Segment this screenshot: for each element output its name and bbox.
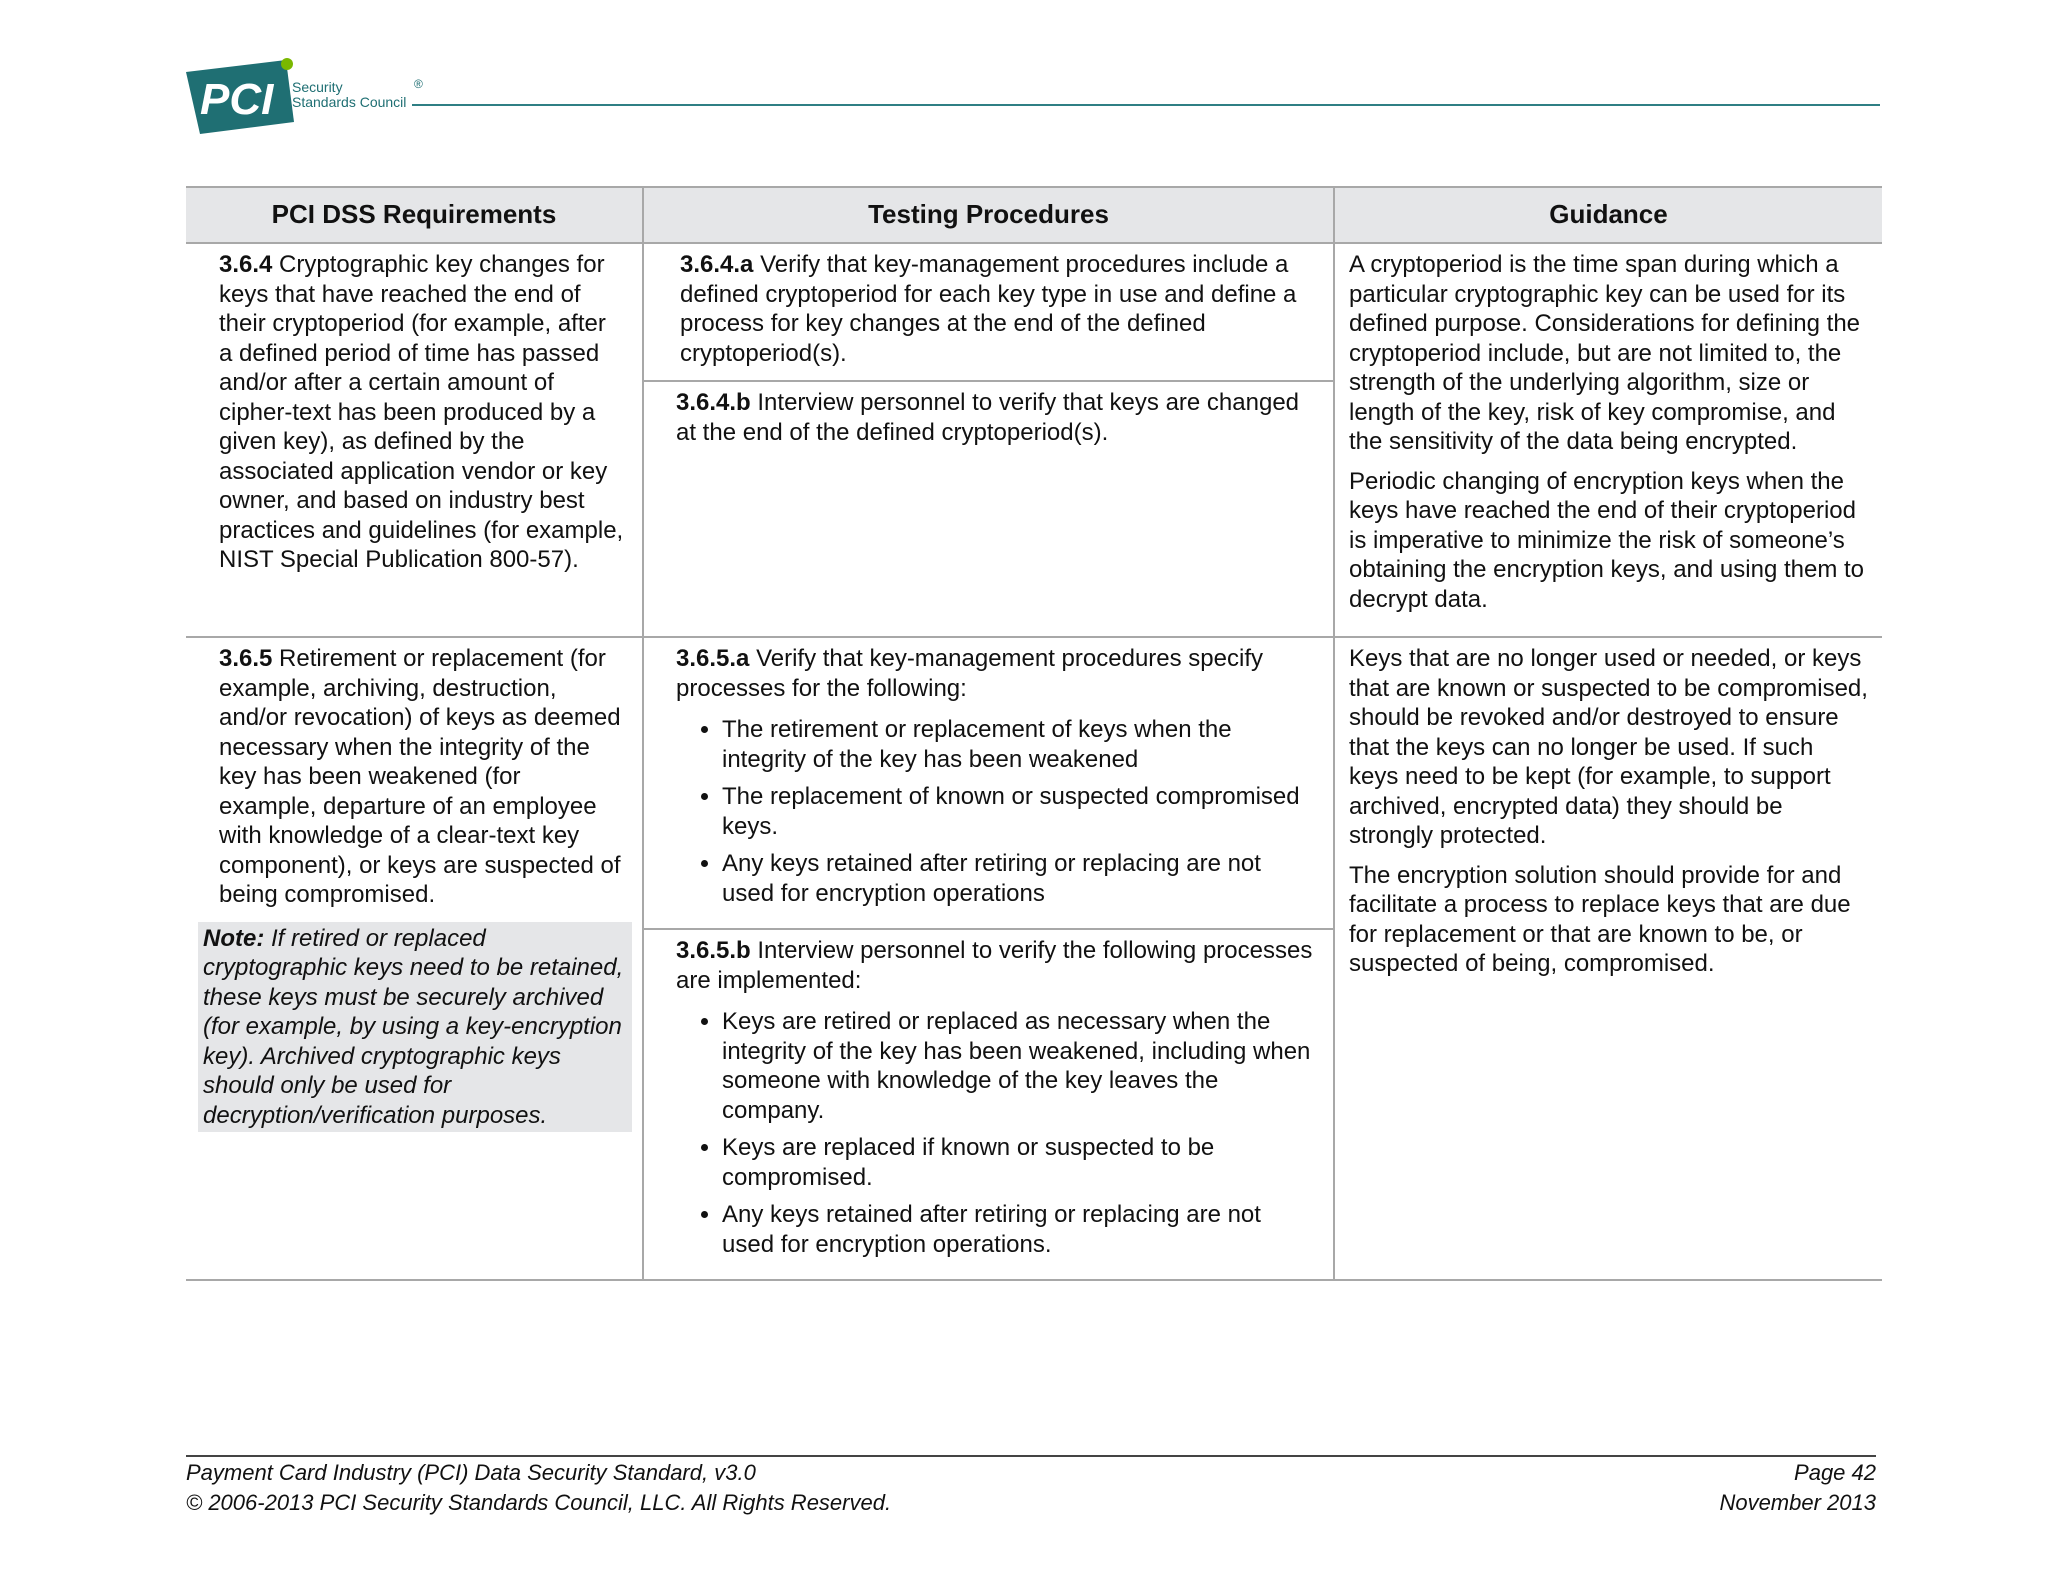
list-item: • The replacement of known or suspected compromised keys. (722, 782, 1315, 841)
header-rule (412, 104, 1880, 106)
testing-procedure (644, 928, 1333, 1279)
requirement-cell (186, 637, 643, 1280)
footer-line-1 (186, 1460, 1876, 1486)
testing-procedure (644, 638, 1333, 928)
procedure-body: Interview personnel to verify the following processes are implemented: (676, 937, 1313, 994)
guidance-paragraph: The encryption solution should provide for and facilitate a process to replace keys that are due for replacement or that are known to be, or suspected of being, compromised. (1349, 861, 1851, 977)
header-testing-procedures: Testing Procedures (643, 187, 1334, 243)
testing-procedure (644, 244, 1333, 380)
list-item: • Any keys retained after retiring or replacing are not used for encryption operations. (722, 1200, 1315, 1259)
procedure-bullet-list (676, 715, 1315, 908)
procedure-number: 3.6.5.a (676, 645, 750, 672)
logo-name-line2: Standards Council (292, 94, 407, 110)
guidance-text (1335, 244, 1882, 636)
footer-page-number: Page 42 (1794, 1460, 1876, 1485)
guidance-cell (1334, 243, 1882, 637)
list-item: • Any keys retained after retiring or replacing are not used for encryption operations (722, 849, 1315, 908)
requirement-text (186, 638, 642, 922)
list-item: • The retirement or replacement of keys when the integrity of the key has been weakened (722, 715, 1315, 774)
header-guidance: Guidance (1334, 187, 1882, 243)
note-body: If retired or replaced cryptographic keys need to be retained, these keys must be securely archived (for example, by using a key-encryption key). Archived cryptographic keys should only be used for decryption/verification purposes. (203, 924, 624, 1129)
footer-date: November 2013 (1719, 1490, 1876, 1515)
logo-registered: ® (414, 77, 423, 91)
logo-wordmark (292, 80, 406, 110)
logo-name-line1: Security (292, 79, 343, 95)
testing-procedure (644, 380, 1333, 459)
note-label: Note: (203, 924, 265, 952)
guidance-text (1335, 638, 1882, 1001)
requirement-body: Retirement or replacement (for example, archiving, destruction, and/or revocation) of keys as deemed necessary when the integrity of the key has been weakened (for example, departure of an employee with knowledge of a clear-text key component), or keys are suspected of being compromised. (219, 645, 621, 908)
procedure-number: 3.6.4.b (676, 389, 751, 416)
footer-document-title: Payment Card Industry (PCI) Data Security Standard, v3.0 (186, 1460, 756, 1485)
list-item: • Keys are replaced if known or suspected to be compromised. (722, 1133, 1315, 1192)
procedure-number: 3.6.5.b (676, 937, 751, 964)
procedure-bullet-list (676, 1007, 1315, 1259)
table-row (186, 637, 1882, 1280)
guidance-paragraph: Keys that are no longer used or needed, or keys that are known or suspected to be compromised, should be revoked and/or destroyed to ensure that the keys can no longer be used. If such keys need to be kept (for example, to support archived, encrypted data) they should be strongly protected. (1349, 645, 1868, 849)
procedure-body: Interview personnel to verify that keys are changed at the end of the defined cryptoperiod(s). (676, 389, 1300, 446)
footer-copyright: © 2006-2013 PCI Security Standards Council, LLC. All Rights Reserved. (186, 1490, 892, 1515)
guidance-paragraph: Periodic changing of encryption keys when the keys have reached the end of their cryptoperiod is imperative to minimize the risk of someone’s obtaining the encryption keys, and using them to decrypt data. (1349, 467, 1864, 613)
requirement-number: 3.6.4 (219, 251, 273, 278)
testing-procedures-cell (643, 243, 1334, 637)
table-header-row (186, 187, 1882, 243)
footer-rule (186, 1455, 1876, 1457)
requirement-note (198, 922, 632, 1133)
header-requirements: PCI DSS Requirements (186, 187, 643, 243)
requirements-table (186, 186, 1882, 1281)
testing-procedures-cell (643, 637, 1334, 1280)
requirement-body: Cryptographic key changes for keys that have reached the end of their cryptoperiod (for example, after a defined period of time has passed and/or after a certain amount of cipher-text has been produced by a given key), as defined by the associated application vendor or key owner, and based on industry best practices and guidelines (for example, NIST Special Publication 800-57). (219, 251, 624, 573)
requirement-number: 3.6.5 (219, 645, 273, 672)
procedure-body: Verify that key-management procedures specify processes for the following: (676, 645, 1263, 702)
guidance-paragraph: A cryptoperiod is the time span during which a particular cryptographic key can be used for its defined purpose. Considerations for defining the cryptoperiod include, but are not limited to, the strength of the underlying algorithm, size or length of the key, risk of key compromise, and the sensitivity of the data being encrypted. (1349, 251, 1861, 455)
guidance-cell (1334, 637, 1882, 1280)
table-row (186, 243, 1882, 637)
requirement-text (186, 244, 642, 587)
procedure-body: Verify that key-management procedures include a defined cryptoperiod for each key type in use and define a process for key changes at the end of the defined cryptoperiod(s). (680, 251, 1297, 367)
list-item: • Keys are retired or replaced as necessary when the integrity of the key has been weakened, including when someone with knowledge of the key leaves the company. (722, 1007, 1315, 1125)
requirement-cell (186, 243, 643, 637)
logo-mark: PCI (200, 75, 274, 124)
procedure-number: 3.6.4.a (680, 251, 754, 278)
footer-line-2 (186, 1490, 1876, 1516)
